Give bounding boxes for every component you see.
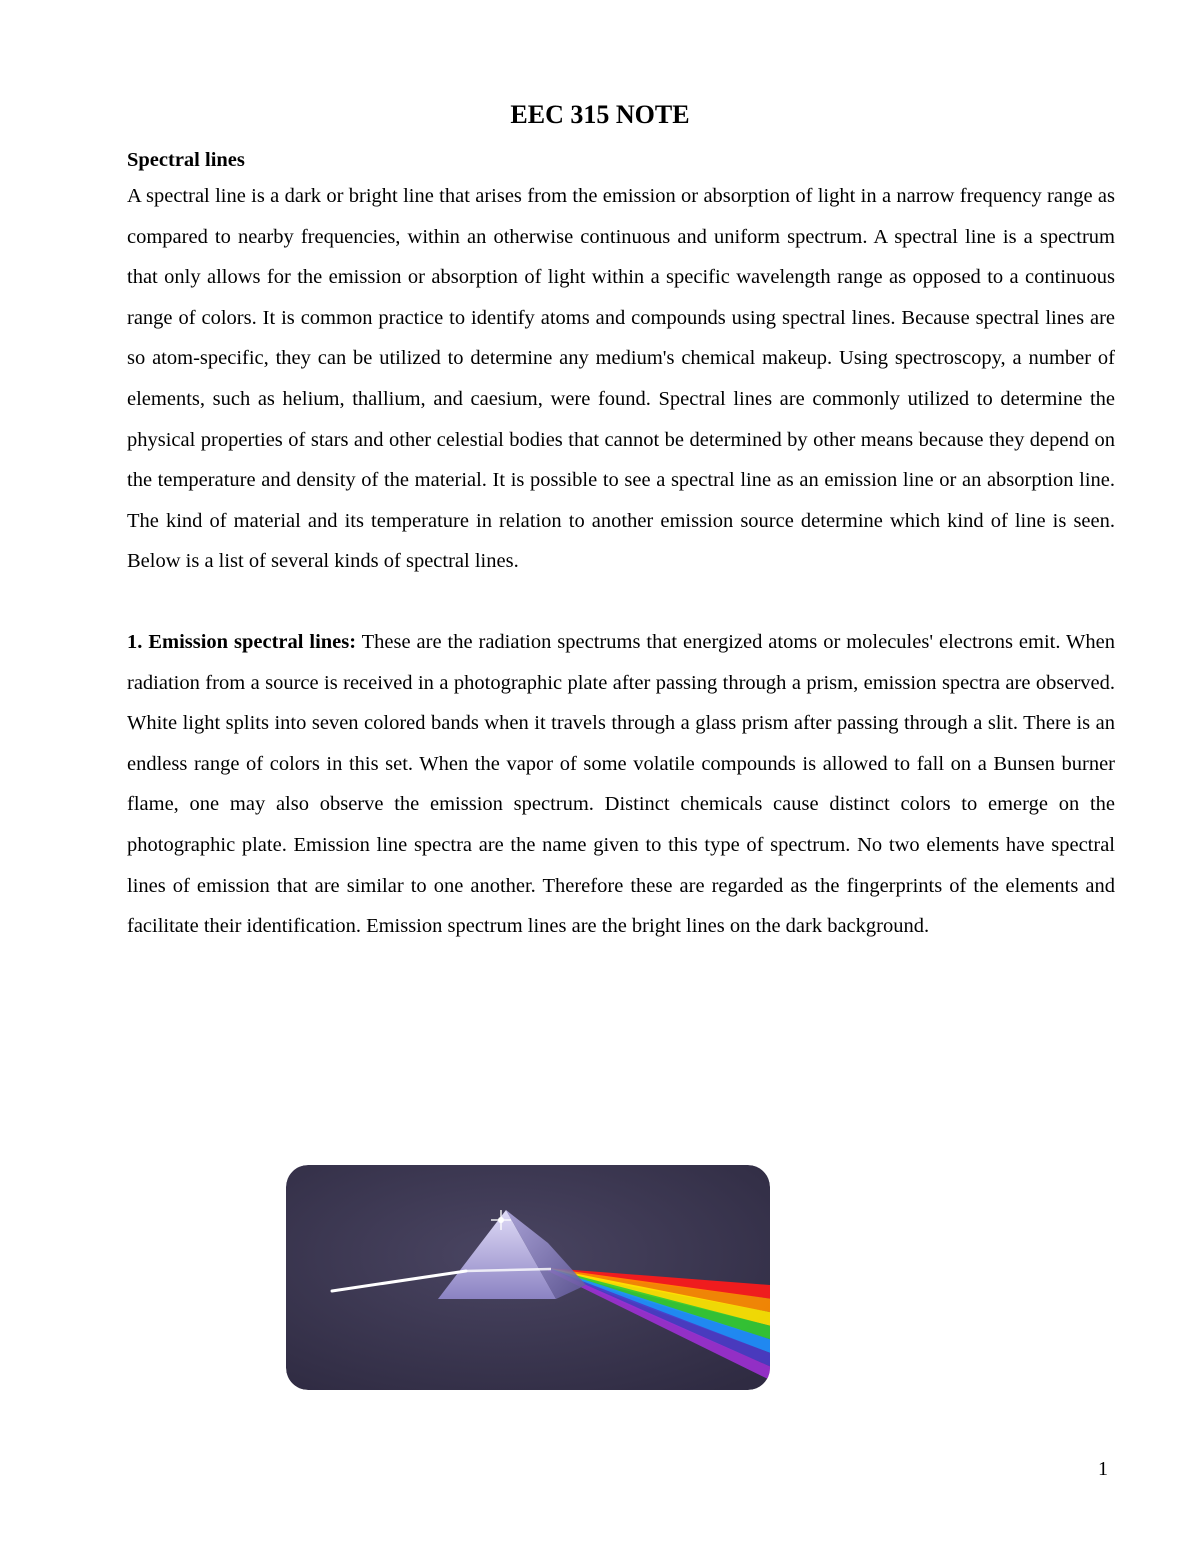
paragraph-definition [127,176,1115,582]
paragraph-emission-lines [127,622,1115,947]
paragraph-definition-text: A spectral line is a dark or bright line that arises from the emission or absorption of light in a narrow frequency range as compared to nearby frequencies, within an otherwise continuous and uniform spectrum. A spectral line is a spectrum that only allows for the emission or absorption of light within a specific wavelength range as opposed to a continuous range of colors. [127,185,1115,329]
document-body [127,145,1115,947]
emission-lines-text: These are the radiation spectrums that energized atoms or molecules' electrons emit. When radiation from a source is received in a photographic plate after passing through a prism, emission spectra are observed. White light splits into seven colored bands when it travels through a glass prism after passing through a slit. There is an endless range of colors in this set. When the vapor of some volatile compounds is allowed to fall on a Bunsen burner flame, one may also observe the emission spectrum. Distinct chemicals cause distinct colors to emerge on the photographic plate. Emission line spectra are the name given to this type of spectrum. No two elements have spectral lines of emission that are similar to one another. Therefore these are regarded as the fingerprints of the elements and facilitate their identification. Emission spectrum lines are the bright lines on the dark background. [127,630,1115,938]
prism-illustration [286,1165,770,1390]
document-title: EEC 315 NOTE [510,100,690,129]
paragraph-uses-text: It is common practice to identify atoms and compounds using spectral lines. Because spectral lines are so atom-specific, they can be utilized to determine any medium's chemical makeup. Using spectroscopy, a number of elements, such as helium, thallium, and caesium, were found. Spectral lines are commonly utilized to determine the physical properties of stars and other celestial bodies that cannot be determined by other means because they depend on the temperature and density of the material. It is possible to see a spectral line as an emission line or an absorption line. The kind of material and its temperature in relation to another emission source determine which kind of line is seen. Below is a list of several kinds of spectral lines. [127,306,1116,573]
emission-lines-label: 1. Emission spectral lines: [127,630,357,653]
page-number: 1 [1098,1458,1108,1480]
prism-figure [286,1165,770,1390]
section-heading: Spectral lines [127,149,245,171]
